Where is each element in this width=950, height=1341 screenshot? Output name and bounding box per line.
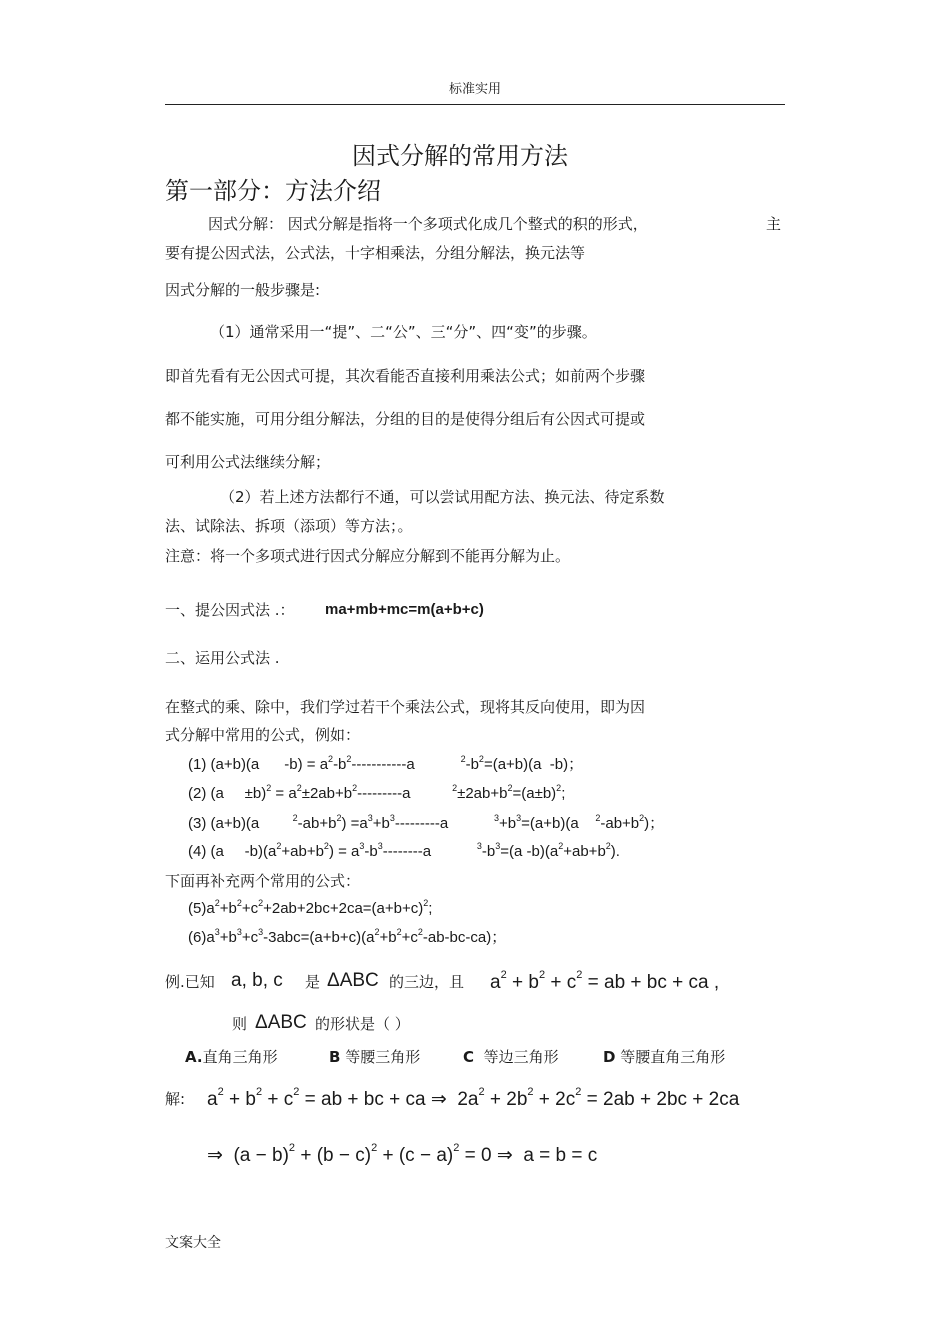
formula-3: (3) (a+b)(a $^2-ab+b^2) =a^3+b^3---------a$ $^3+b^3=(a+b)(a$ $^2-ab+b^2$)； [188,813,665,832]
example-sides: 的三边，且 [389,973,465,991]
option-d-text: 等腰直角三角形 [620,1048,726,1066]
triangle-name-2: ABC [267,1012,307,1033]
intro-line-1: 因式分解： 因式分解是指将一个多项式化成几个整式的积的形式， [208,215,648,233]
option-c [463,1046,559,1067]
step1-line-3: 都不能实施，可用分组分解法，分组的目的是使得分组后有公因式可提或 [165,410,646,428]
triangle-icon: Δ [327,970,340,991]
example-then: 则 [232,1015,248,1033]
solution-line-2: ⇒ $(a - b)^2 + (b - c)^2 + (c - a)^2 = 0$ ⇒ a = b = c [207,1142,598,1166]
method2-label: 二、运用公式法 . [165,649,280,667]
triangle-icon: Δ [255,1012,268,1033]
example-vars: a, b, c [231,970,283,991]
page-footer: 文案大全 [165,1235,221,1251]
example-prefix: 例.已知 [165,973,215,991]
formula-1: (1) (a+b)(a $-b) = a^2-b^2-----------a$ $^2-b^2=(a+b)(a$ -b)； [188,754,584,773]
step1-line-1: （1）通常采用一“提”、二“公”、三“分”、四“变”的步骤。 [210,323,597,341]
example-triangle-1 [327,969,379,993]
solution-label: 解: [165,1090,186,1108]
option-a-text: 直角三角形 [202,1048,278,1066]
solution-line-1: $a^2 + b^2 + c^2$ = ab + bc + ca ⇒ $2a^2 + 2b^2 + 2c^2 = 2ab + 2bc + 2ca$ [207,1086,740,1110]
method1-formula: ma+mb+mc=m(a+b+c) [325,601,484,618]
option-a [185,1046,278,1067]
formula-intro-line-2: 式分解中常用的公式，例如： [165,726,361,744]
formula-6: $(6)a^3+b^3+c^3-3abc=(a+b+c)(a^2+b^2+c^2-ab-bc-ca)$； [188,927,507,946]
header-rule [165,104,785,105]
example-shape-question: 的形状是（ ） [315,1015,410,1033]
part-heading: 第一部分：方法介绍 [165,177,381,205]
supplement-heading: 下面再补充两个常用的公式： [165,872,361,890]
page-header: 标准实用 [448,82,501,97]
example-condition: $a^2 + b^2 + c^2$ = ab + bc + ca , [490,969,720,993]
steps-heading: 因式分解的一般步骤是: [165,281,321,299]
step1-line-4: 可利用公式法继续分解； [165,453,331,471]
option-b [329,1046,420,1067]
formula-4: (4) (a $-b)(a^2+ab+b^2) = a^3-b^3--------a$ $^3-b^3=(a$ $-b)(a^2+ab+b^2)$. [188,841,620,860]
option-b-letter: B [329,1048,341,1066]
option-b-text: 等腰三角形 [345,1048,421,1066]
method1-label: 一、提公因式法 .： [165,601,295,619]
example-triangle-2 [255,1011,307,1035]
document-title: 因式分解的常用方法 [352,142,568,170]
option-c-letter: C [463,1048,475,1066]
option-a-letter: A. [185,1048,203,1066]
formula-2: (2) (a $\pm b)^2 = a^2\pm 2ab+b^2---------a$ $^2\pm 2ab+b^2=(a\pm b)^2$; [188,783,566,802]
step1-line-2: 即首先看有无公因式可提，其次看能否直接利用乘法公式；如前两个步骤 [165,367,646,385]
formula-5: $(5)a^2+b^2+c^2+2ab+2bc+2ca=(a+b+c)^2$; [188,898,433,917]
triangle-name-1: ABC [339,970,379,991]
example-is: 是 [305,973,321,991]
intro-line-1-end: 主 [766,215,782,233]
option-d-letter: D [603,1048,616,1066]
option-c-text: 等边三角形 [483,1048,559,1066]
step2-line-2: 法、试除法、拆项（添项）等方法；。 [165,517,413,535]
step2-line-1: （2）若上述方法都行不通，可以尝试用配方法、换元法、待定系数 [220,488,665,506]
option-d [603,1046,725,1067]
note: 注意：将一个多项式进行因式分解应分解到不能再分解为止。 [165,547,571,565]
intro-line-2: 要有提公因式法，公式法，十字相乘法，分组分解法，换元法等 [165,244,586,262]
formula-intro-line-1: 在整式的乘、除中，我们学过若干个乘法公式，现将其反向使用，即为因 [165,698,646,716]
